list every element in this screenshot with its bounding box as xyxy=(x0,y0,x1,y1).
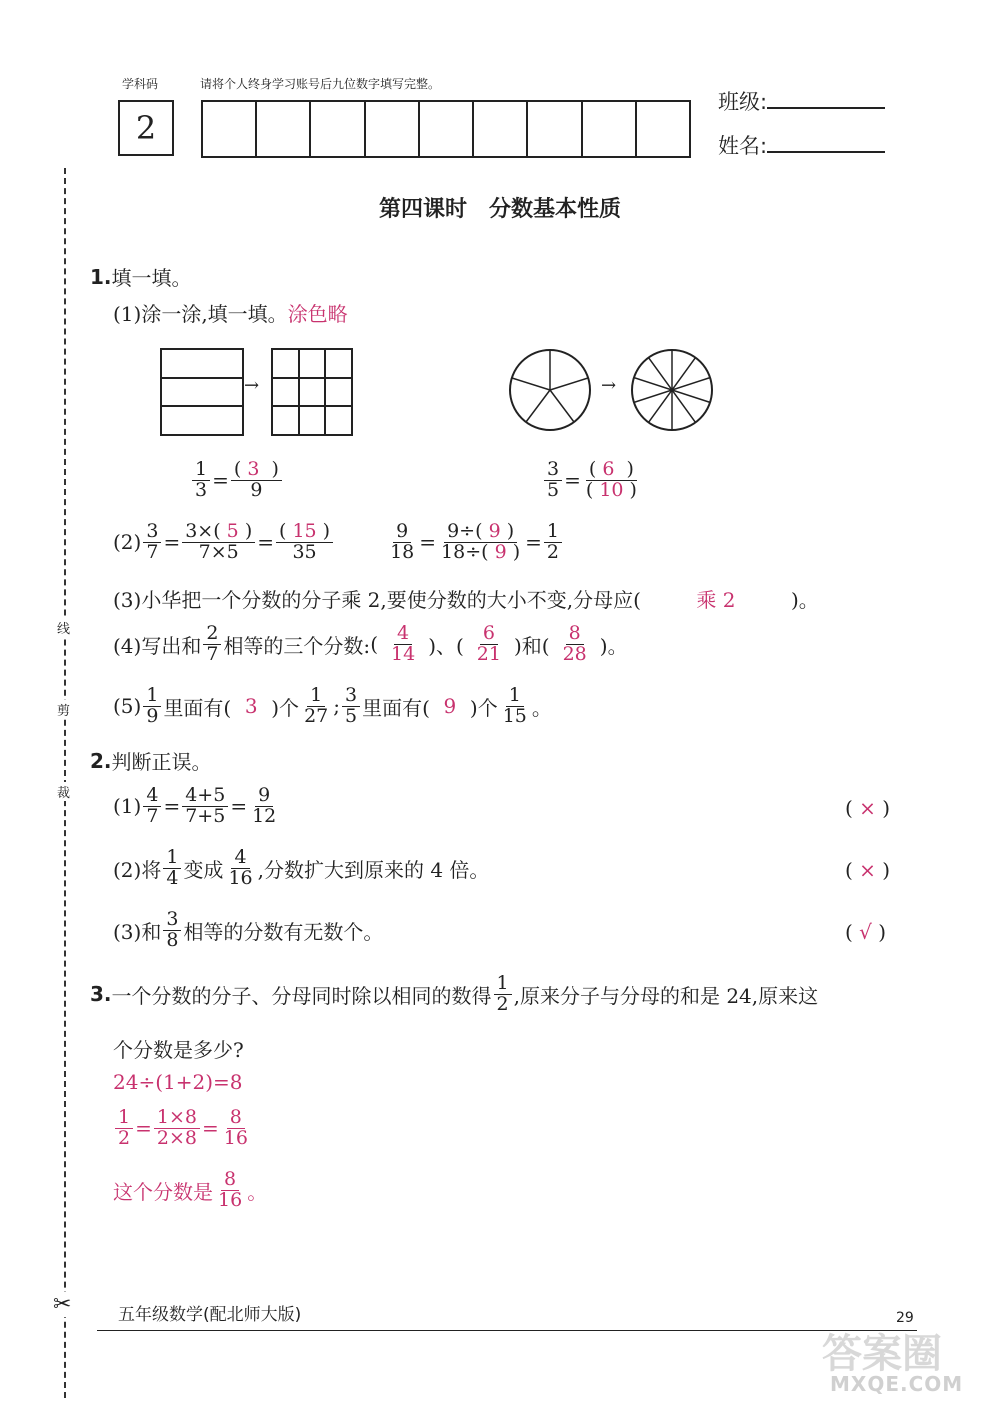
q1-part3: (3)小华把一个分数的分子乘 2,要使分数的大小不变,分母应( 乘 2 )。 xyxy=(113,584,819,613)
q1-part1 xyxy=(113,298,348,327)
q1-eq1: $\frac{1}{3}$ = $\frac{( 3 )}{9}$ xyxy=(190,460,284,501)
arrow-icon: → xyxy=(601,375,617,396)
q2-answer-3: ( √ ) xyxy=(845,920,887,944)
digit-box[interactable] xyxy=(257,102,311,156)
q1-part2: (2) $\frac{3}{7}$ = $\frac{3\times( 5 )}{7\times 5}$ = $\frac{( 15 )}{35}$ $\frac{9}{18}$ = $\frac{9\div( 9 )}{18\div( 9 )}$ = $\frac{1}{2}$ xyxy=(113,522,564,563)
page-number: 29 xyxy=(896,1310,914,1326)
digit-box[interactable] xyxy=(528,102,582,156)
account-digit-boxes[interactable] xyxy=(201,100,691,158)
arrow-icon: → xyxy=(244,375,260,396)
account-instruction: 请将个人终身学习账号后九位数字填写完整。 xyxy=(200,77,441,91)
q1-eq2: $\frac{3}{5}$ = $\frac{( 6 )}{( 10 )}$ xyxy=(542,460,642,501)
scissors-icon: ✂ xyxy=(53,1292,72,1317)
footer-book-title: 五年级数学(配北师大版) xyxy=(118,1305,302,1325)
answer: 10 xyxy=(599,478,624,501)
circle-fifths xyxy=(508,348,592,432)
q3-answer-line3: 这个分数是 $\frac{8}{16}$ 。 xyxy=(113,1168,268,1211)
digit-box[interactable] xyxy=(203,102,257,156)
answer: 6 xyxy=(602,458,615,480)
q1-p1-label: (1)涂一涂,填一填。 xyxy=(113,302,288,326)
fraction: $\frac{3}{5}$ xyxy=(544,460,562,501)
watermark-logo: 答案圈 xyxy=(822,1331,942,1377)
fraction: $\frac{1}{3}$ xyxy=(192,460,210,501)
subject-code-value: 2 xyxy=(135,109,157,147)
class-field[interactable] xyxy=(718,86,885,116)
grid-thirds xyxy=(160,348,244,436)
q3-answer-line1: 24÷(1+2)=8 xyxy=(113,1070,243,1094)
q1-heading xyxy=(90,262,192,291)
q3-question-cont: 个分数是多少? xyxy=(113,1038,244,1062)
q1-part4: (4)写出和 $\frac{2}{7}$ 相等的三个分数: ( $\frac{4}{14}$ )、( $\frac{6}{21}$ )和( $\frac{8}{28}$ )。 xyxy=(113,622,628,665)
answer: 3 xyxy=(247,458,260,480)
q2-item2: (2)将 $\frac{1}{4}$ 变成 $\frac{4}{16}$ ,分数扩大到原来的 4 倍。 xyxy=(113,846,490,889)
q2-heading: 2. 判断正误。 xyxy=(90,748,212,774)
watermark-url: MXQE.COM xyxy=(830,1372,964,1396)
cut-label-cut: 剪 xyxy=(57,700,70,719)
fraction: $\frac{( 6 )}{( 10 )}$ xyxy=(585,458,637,501)
q2-answer-2: ( × ) xyxy=(845,858,891,882)
digit-box[interactable] xyxy=(420,102,474,156)
footer-rule xyxy=(97,1330,917,1331)
subject-code-label: 学科码 xyxy=(122,77,159,91)
cut-label-line: 线 xyxy=(57,618,70,637)
digit-box[interactable] xyxy=(583,102,637,156)
q3-answer-line2: $\frac{1}{2}$ = $\frac{1\times 8}{2\times 8}$ = $\frac{8}{16}$ xyxy=(113,1108,253,1149)
digit-box[interactable] xyxy=(637,102,689,156)
subject-code-box xyxy=(118,100,174,156)
q1-number: 1. xyxy=(90,264,112,289)
answer: 乘 2 xyxy=(696,588,736,612)
page-title: 第四课时 分数基本性质 xyxy=(378,197,621,222)
grid-ninths xyxy=(271,348,353,436)
q2-answer-1: ( × ) xyxy=(845,796,891,820)
q2-item3: (3)和 $\frac{3}{8}$ 相等的分数有无数个。 xyxy=(113,908,384,951)
q1-text: 填一填。 xyxy=(111,266,192,290)
cut-label-trim: 裁 xyxy=(57,782,70,801)
name-field[interactable] xyxy=(718,130,885,160)
q2-item1: (1) $\frac{4}{7}$ = $\frac{4+5}{7+5}$ = $\frac{9}{12}$ xyxy=(113,784,277,827)
q3-question: 3. 一个分数的分子、分母同时除以相同的数得 $\frac{1}{2}$ ,原来分子与分母的和是 24,原来这 xyxy=(90,972,819,1015)
digit-box[interactable] xyxy=(474,102,528,156)
class-label: 班级: xyxy=(718,90,768,114)
q1-part5: (5) $\frac{1}{9}$ 里面有( 3 )个 $\frac{1}{27}$ ; $\frac{3}{5}$ 里面有( 9 )个 $\frac{1}{15}$ 。 xyxy=(113,684,552,727)
q1-p1-answer: 涂色略 xyxy=(287,302,348,326)
name-label: 姓名: xyxy=(718,134,768,158)
circle-tenths xyxy=(630,348,714,432)
digit-box[interactable] xyxy=(366,102,420,156)
digit-box[interactable] xyxy=(311,102,365,156)
fraction: $\frac{( 3 )}{9}$ xyxy=(231,460,282,501)
